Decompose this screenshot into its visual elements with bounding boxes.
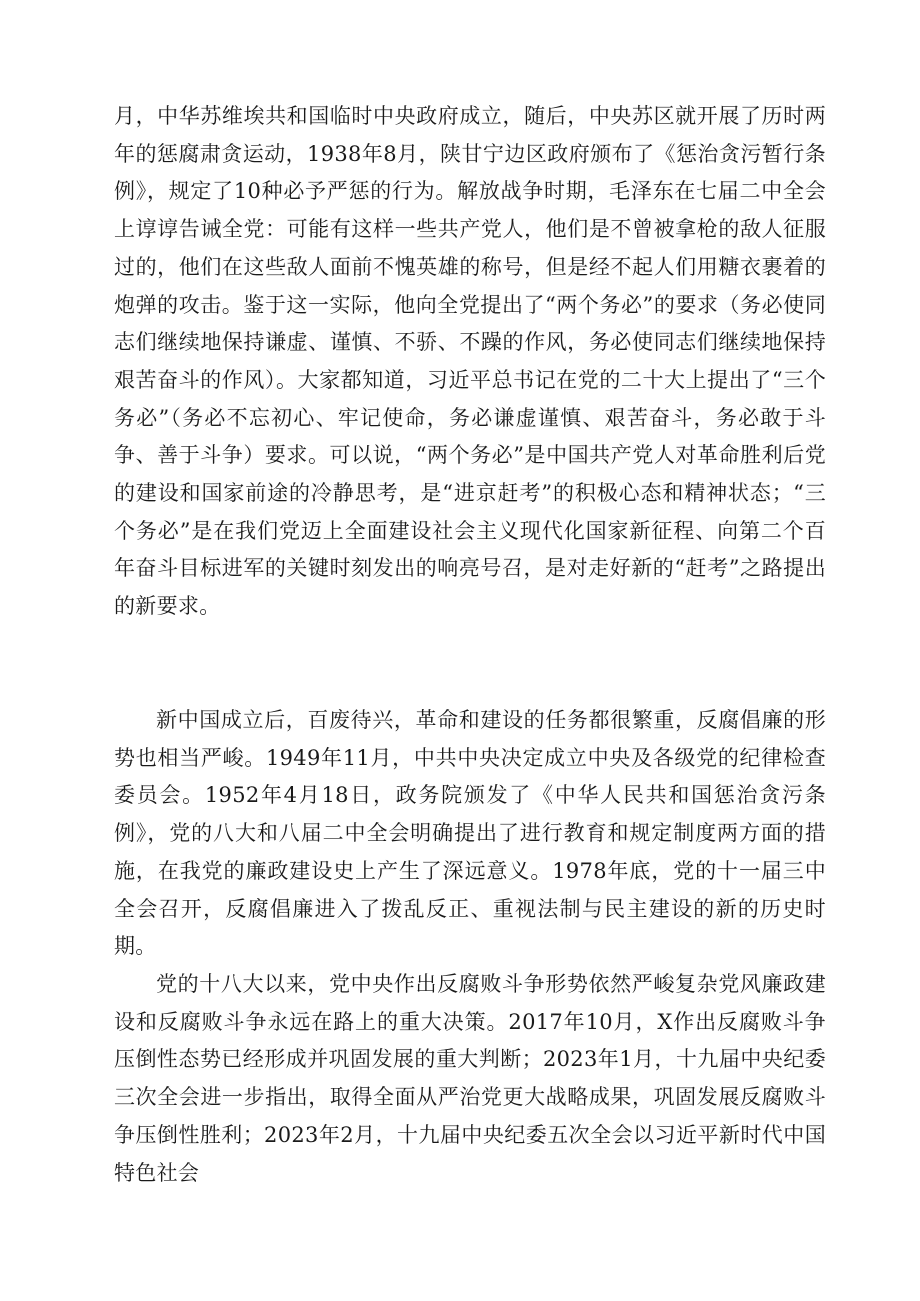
paragraph-2-block <box>114 702 826 966</box>
paragraph-3: 党的十八大以来，党中央作出反腐败斗争形势依然严峻复杂党风廉政建设和反腐败斗争永远在路上的重大决策。2017年10月，X作出反腐败斗争压倒性态势已经形成并巩固发展的重大判断；2023年1月，十九届中央纪委三次全会进一步指出，取得全面从严治党更大战略成果，巩固发展反腐败斗争压倒性胜利；2023年2月，十九届中央纪委五次全会以习近平新时代中国特色社会 <box>114 972 826 1185</box>
paragraph-3-block <box>114 966 826 1192</box>
paragraph-2: 新中国成立后，百废待兴，革命和建设的任务都很繁重，反腐倡廉的形势也相当严峻。1949年11月，中共中央决定成立中央及各级党的纪律检查委员会。1952年4月18日，政务院颁发了《中华人民共和国惩治贪污条例》，党的八大和八届二中全会明确提出了进行教育和规定制度两方面的措施，在我党的廉政建设史上产生了深远意义。1978年底，党的十一届三中全会召开，反腐倡廉进入了拨乱反正、重视法制与民主建设的新的历史时期。 <box>114 708 826 959</box>
paragraph-1-block <box>114 98 826 626</box>
paragraph-1: 月，中华苏维埃共和国临时中央政府成立，随后，中央苏区就开展了历时两年的惩腐肃贪运动，1938年8月，陕甘宁边区政府颁布了《惩治贪污暂行条例》，规定了10种必予严惩的行为。解放战争时期，毛泽东在七届二中全会上谆谆告诫全党：可能有这样一些共产党人，他们是不曾被拿枪的敌人征服过的，他们在这些敌人面前不愧英雄的称号，但是经不起人们用糖衣裹着的炮弹的攻击。鉴于这一实际，他向全党提出了“两个务必”的要求（务必使同志们继续地保持谦虚、谨慎、不骄、不躁的作风，务必使同志们继续地保持艰苦奋斗的作风）。大家都知道，习近平总书记在党的二十大上提出了“三个务必”（务必不忘初心、牢记使命，务必谦虚谨慎、艰苦奋斗，务必敢于斗争、善于斗争）要求。可以说，“两个务必”是中国共产党人对革命胜利后党的建设和国家前途的冷静思考，是“进京赶考”的积极心态和精神状态；“三个务必”是在我们党迈上全面建设社会主义现代化国家新征程、向第二个百年奋斗目标进军的关键时刻发出的响亮号召，是对走好新的“赶考”之路提出的新要求。 <box>114 104 826 619</box>
